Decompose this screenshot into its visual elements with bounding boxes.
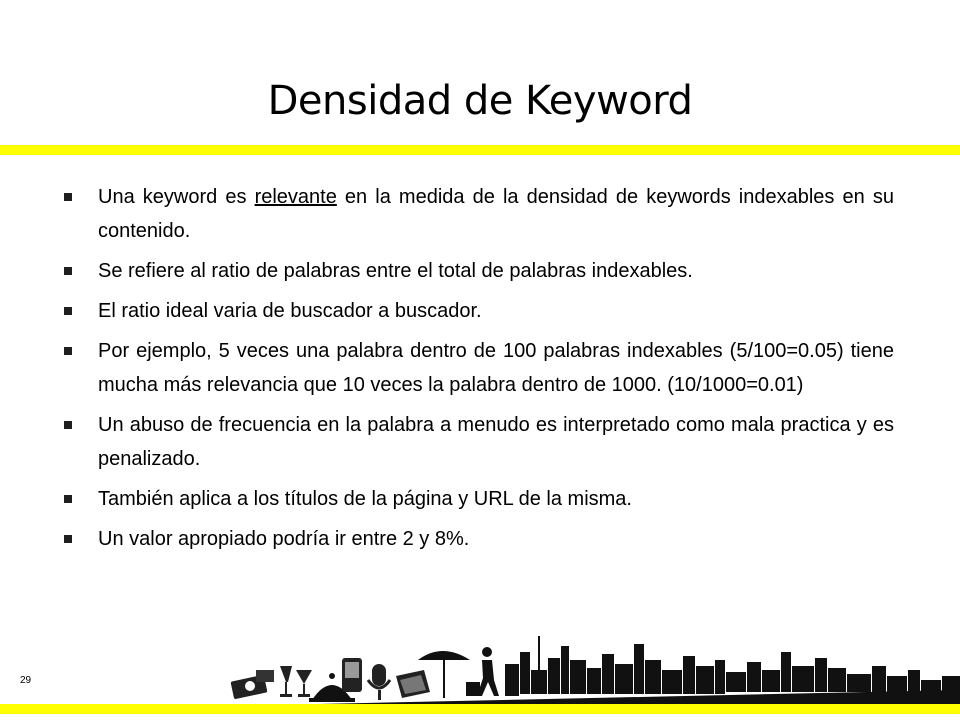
bullet-text: También aplica a los títulos de la página y URL de la misma. [98,488,632,510]
slide-title: Densidad de Keyword [267,78,693,124]
wine-glass-icon [280,666,292,697]
bullet-item [62,334,894,402]
bullet-item [62,294,894,328]
bullet-item [62,522,894,556]
square-bullet-icon [64,347,72,355]
bullet-text: El ratio ideal varia de buscador a buscador. [98,300,482,322]
square-bullet-icon [64,307,72,315]
square-bullet-icon [64,193,72,201]
square-bullet-icon [64,535,72,543]
laptop-icon [396,670,430,698]
phone-icon [342,658,362,692]
bullet-text: Un abuso de frecuencia en la palabra a menudo es interpretado como mala practica y es penalizado. [98,414,894,470]
bullet-item [62,254,894,288]
buildings-silhouette [505,636,960,696]
cocktail-icon [296,670,312,697]
square-bullet-icon [64,495,72,503]
bullet-item [62,180,894,248]
bullet-text: en la medida de la densidad de keywords indexables en su contenido. [98,186,894,242]
square-bullet-icon [64,267,72,275]
underlined-word: relevante [254,186,337,208]
bullet-item [62,482,894,516]
bullet-text: Por ejemplo, 5 veces una palabra dentro de 100 palabras indexables (5/100=0.05) tiene mucha más relevancia que 10 veces la palabra dentro de 1000. (10/1000=0.01) [98,340,894,396]
walking-person-icon [466,647,499,696]
bullet-text: Un valor apropiado podría ir entre 2 y 8%. [98,528,470,550]
bullet-text: Una keyword es [98,186,255,208]
title-underline-bar [0,145,960,155]
footer-bar [0,704,960,714]
bullet-list [62,180,894,562]
page-number: 29 [20,675,32,686]
money-icon [231,670,274,699]
bullet-item [62,408,894,476]
square-bullet-icon [64,421,72,429]
microphone-icon [368,664,390,700]
bullet-text: Se refiere al ratio de palabras entre el total de palabras indexables. [98,260,693,282]
